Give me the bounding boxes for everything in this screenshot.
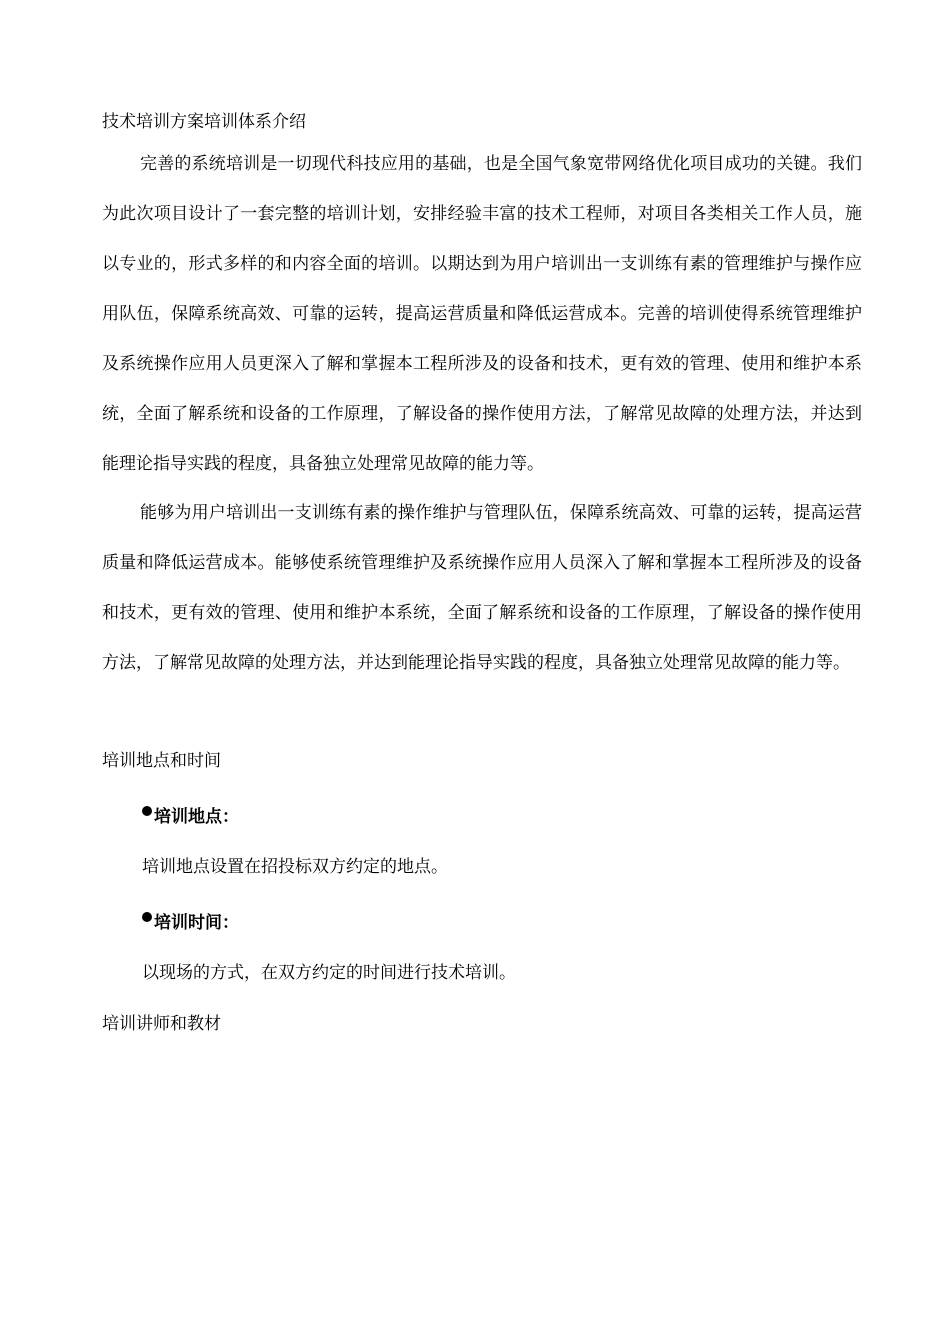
bullet-item-time (142, 911, 239, 935)
paragraph-goals: 能够为用户培训出一支训练有素的操作维护与管理队伍，保障系统高效、可靠的运转，提高运营质量和降低运营成本。能够使系统管理维护及系统操作应用人员深入了解和掌握本工程所涉及的设备和技术，更有效的管理、使用和维护本系统，全面了解系统和设备的工作原理，了解设备的操作使用方法，了解常见故障的处理方法，并达到能理论指导实践的程度，具备独立处理常见故障的能力等。 (102, 503, 862, 673)
location-text: 培训地点设置在招投标双方约定的地点。 (142, 857, 448, 877)
bullet-item-location (142, 805, 239, 829)
section-heading-location-time: 培训地点和时间 (102, 751, 221, 771)
bullet-icon (142, 806, 152, 816)
document-title: 技术培训方案培训体系介绍 (102, 112, 306, 132)
time-text: 以现场的方式，在双方约定的时间进行技术培训。 (142, 963, 516, 983)
bullet-label-time: 培训时间： (154, 913, 239, 933)
bullet-icon (142, 912, 152, 922)
section-heading-teachers: 培训讲师和教材 (102, 1014, 221, 1034)
bullet-label-location: 培训地点： (154, 807, 239, 827)
paragraph-intro: 完善的系统培训是一切现代科技应用的基础，也是全国气象宽带网络优化项目成功的关键。我们为此次项目设计了一套完整的培训计划，安排经验丰富的技术工程师，对项目各类相关工作人员，施以专业的，形式多样的和内容全面的培训。以期达到为用户培训出一支训练有素的管理维护与操作应用队伍，保障系统高效、可靠的运转，提高运营质量和降低运营成本。完善的培训使得系统管理维护及系统操作应用人员更深入了解和掌握本工程所涉及的设备和技术，更有效的管理、使用和维护本系统，全面了解系统和设备的工作原理，了解设备的操作使用方法，了解常见故障的处理方法，并达到能理论指导实践的程度，具备独立处理常见故障的能力等。 (102, 154, 862, 474)
